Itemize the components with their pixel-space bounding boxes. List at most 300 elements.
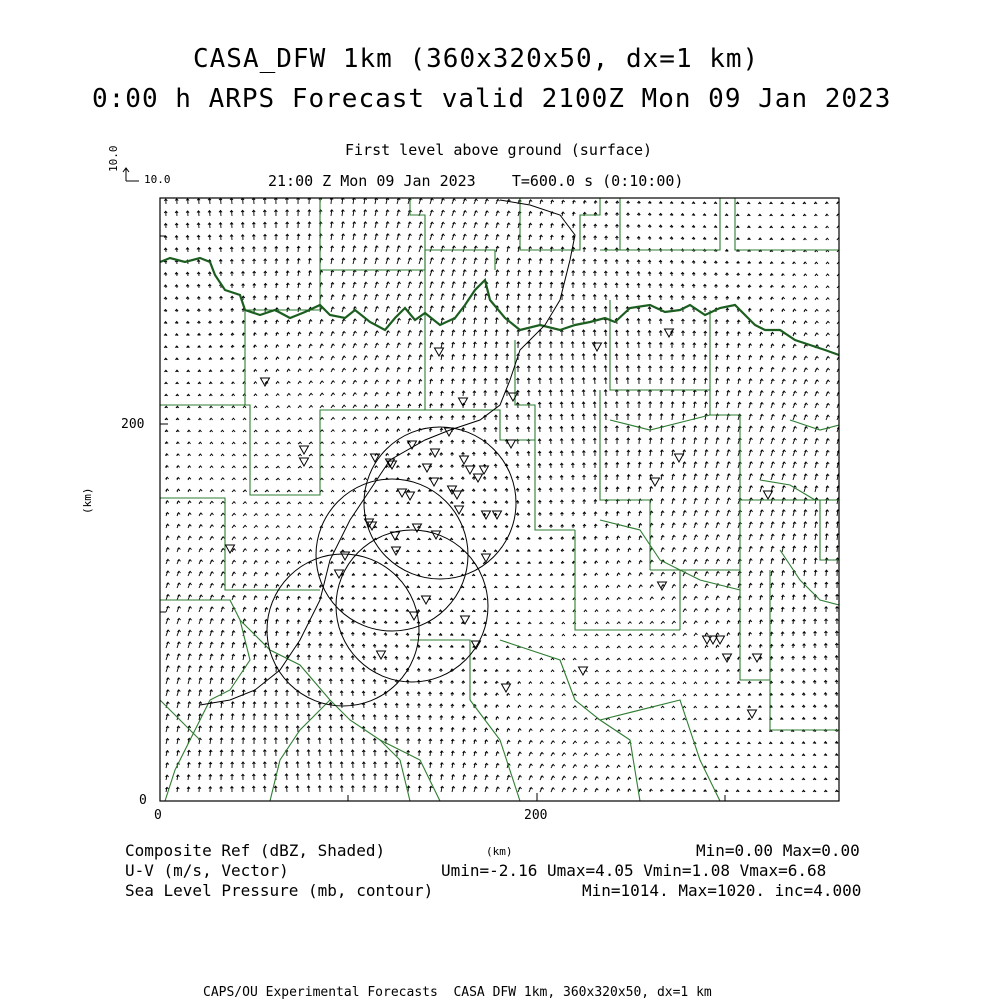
wind-vector bbox=[285, 738, 288, 744]
wind-vector bbox=[617, 694, 621, 696]
wind-vector bbox=[309, 332, 312, 336]
wind-vector bbox=[561, 561, 564, 564]
wind-vector bbox=[683, 670, 686, 672]
wind-vector bbox=[385, 514, 388, 516]
wind-vector bbox=[804, 368, 808, 372]
wind-vector bbox=[825, 570, 828, 576]
wind-vector bbox=[308, 644, 311, 649]
wind-vector bbox=[791, 766, 794, 768]
wind-vector bbox=[165, 382, 168, 384]
wind-vector bbox=[571, 378, 574, 384]
wind-vector bbox=[496, 717, 499, 720]
wind-vector bbox=[485, 763, 488, 768]
wind-vector bbox=[694, 402, 697, 408]
wind-vector bbox=[694, 682, 697, 684]
wind-vector bbox=[362, 750, 365, 756]
wind-vector bbox=[364, 282, 367, 288]
wind-vector bbox=[529, 776, 533, 780]
wind-vector bbox=[496, 294, 499, 300]
wind-vector bbox=[298, 406, 302, 408]
wind-vector bbox=[681, 319, 684, 324]
wind-vector bbox=[749, 414, 752, 420]
wind-vector bbox=[571, 390, 574, 396]
wind-vector bbox=[727, 402, 730, 408]
wind-vector bbox=[298, 550, 301, 553]
wind-vector bbox=[507, 729, 510, 733]
wind-vector bbox=[452, 234, 456, 240]
wind-vector bbox=[364, 198, 367, 204]
wind-vector bbox=[231, 358, 234, 361]
wind-vector bbox=[704, 790, 707, 792]
wind-vector bbox=[472, 610, 475, 612]
wind-vector bbox=[540, 670, 543, 672]
wind-vector bbox=[450, 610, 453, 612]
wind-vector bbox=[825, 202, 828, 204]
wind-vector bbox=[627, 426, 630, 432]
wind-vector bbox=[177, 560, 181, 565]
wind-vector bbox=[549, 513, 552, 517]
wind-vector bbox=[781, 226, 784, 228]
wind-vector bbox=[605, 224, 608, 228]
wind-vector bbox=[406, 610, 409, 612]
wind-vector bbox=[727, 620, 730, 624]
wind-vector bbox=[737, 682, 740, 684]
wind-vector bbox=[595, 610, 598, 612]
wind-vector bbox=[275, 631, 278, 636]
wind-vector bbox=[451, 440, 454, 444]
wind-vector bbox=[309, 526, 312, 528]
wind-vector bbox=[671, 343, 674, 348]
wind-vector bbox=[364, 368, 368, 372]
wind-vector bbox=[452, 306, 455, 312]
wind-vector bbox=[792, 619, 795, 624]
wind-vector bbox=[373, 691, 376, 696]
wind-vector bbox=[539, 550, 542, 553]
station-triangle-icon bbox=[480, 466, 489, 474]
wind-vector bbox=[593, 390, 596, 396]
wind-vector bbox=[737, 332, 740, 336]
wind-vector bbox=[166, 595, 170, 601]
wind-vector bbox=[331, 344, 335, 348]
wind-vector bbox=[186, 211, 189, 216]
wind-vector bbox=[726, 694, 729, 696]
wind-vector bbox=[583, 224, 586, 228]
wind-vector bbox=[275, 296, 278, 300]
wind-vector bbox=[781, 262, 784, 264]
wind-vector bbox=[584, 658, 587, 660]
wind-vector bbox=[693, 730, 696, 732]
wind-vector bbox=[462, 452, 465, 456]
wind-vector bbox=[538, 476, 541, 480]
wind-vector bbox=[164, 248, 167, 252]
wind-vector bbox=[187, 775, 190, 780]
wind-vector bbox=[747, 214, 750, 216]
wind-vector bbox=[628, 765, 631, 768]
wind-vector bbox=[562, 634, 565, 636]
wind-vector bbox=[804, 450, 808, 456]
wind-vector bbox=[727, 367, 730, 372]
wind-vector bbox=[364, 246, 367, 252]
wind-vector bbox=[231, 296, 234, 300]
wind-vector bbox=[397, 417, 400, 420]
wind-vector bbox=[639, 573, 642, 576]
wind-vector bbox=[748, 694, 751, 696]
wind-vector bbox=[736, 790, 739, 792]
wind-vector bbox=[221, 430, 224, 432]
wind-vector bbox=[231, 321, 234, 324]
wind-vector bbox=[528, 330, 531, 336]
wind-vector bbox=[705, 510, 709, 516]
wind-vector bbox=[243, 490, 247, 492]
wind-vector bbox=[340, 738, 343, 744]
wind-vector bbox=[672, 438, 675, 444]
wind-vector bbox=[771, 522, 774, 528]
wind-vector bbox=[506, 330, 509, 336]
wind-vector bbox=[452, 355, 455, 361]
wind-vector bbox=[583, 524, 586, 528]
wind-vector bbox=[331, 393, 335, 396]
wind-vector bbox=[439, 514, 442, 516]
wind-vector bbox=[529, 670, 532, 672]
wind-vector bbox=[276, 584, 279, 588]
wind-vector bbox=[659, 272, 662, 276]
wind-vector bbox=[440, 428, 443, 432]
wind-vector bbox=[429, 739, 432, 744]
wind-vector bbox=[835, 643, 838, 648]
wind-vector bbox=[693, 378, 696, 384]
wind-vector bbox=[496, 752, 499, 756]
wind-vector bbox=[639, 777, 642, 780]
wind-vector bbox=[736, 778, 739, 780]
wind-vector bbox=[177, 702, 180, 708]
wind-vector bbox=[330, 585, 333, 588]
wind-vector bbox=[694, 718, 697, 720]
wind-vector bbox=[220, 345, 223, 348]
wind-vector bbox=[737, 730, 740, 732]
wind-vector bbox=[540, 717, 543, 720]
wind-vector bbox=[494, 440, 497, 444]
wind-vector bbox=[320, 405, 324, 408]
wind-vector bbox=[672, 742, 675, 744]
wind-vector bbox=[274, 726, 277, 732]
wind-vector bbox=[716, 572, 720, 577]
wind-vector bbox=[331, 466, 334, 468]
wind-vector bbox=[661, 706, 664, 708]
wind-vector bbox=[254, 357, 257, 360]
wind-vector bbox=[793, 344, 796, 348]
station-triangle-icon bbox=[502, 684, 511, 692]
wind-vector bbox=[606, 622, 609, 624]
wind-vector bbox=[340, 691, 343, 696]
wind-vector bbox=[450, 538, 453, 540]
wind-vector bbox=[715, 778, 718, 780]
wind-vector bbox=[561, 512, 564, 516]
wind-vector bbox=[549, 354, 552, 360]
wind-vector bbox=[407, 466, 410, 469]
wind-vector bbox=[615, 414, 618, 420]
wind-vector bbox=[802, 754, 805, 756]
wind-vector bbox=[386, 405, 389, 409]
wind-vector bbox=[704, 331, 707, 336]
wind-vector bbox=[727, 645, 730, 648]
wind-vector bbox=[814, 202, 817, 204]
wind-vector bbox=[419, 404, 422, 408]
wind-vector bbox=[188, 690, 191, 696]
wind-vector bbox=[627, 201, 630, 204]
wind-vector bbox=[628, 511, 631, 516]
wind-vector bbox=[231, 714, 234, 720]
wind-vector bbox=[748, 285, 751, 288]
wind-vector bbox=[198, 787, 201, 792]
wind-vector bbox=[637, 366, 640, 372]
footer-credit: CAPS/OU Experimental Forecasts CASA DFW 1km, 360x320x50, dx=1 km bbox=[203, 985, 712, 1000]
station-triangle-icon bbox=[341, 552, 350, 560]
wind-vector bbox=[727, 571, 730, 576]
wind-vector bbox=[694, 438, 697, 444]
wind-vector bbox=[771, 321, 774, 324]
wind-vector bbox=[166, 738, 169, 744]
wind-vector bbox=[418, 751, 421, 756]
station-triangle-icon bbox=[509, 393, 518, 401]
wind-vector bbox=[473, 716, 476, 720]
wind-vector bbox=[683, 547, 687, 552]
wind-vector bbox=[826, 510, 829, 516]
wind-vector bbox=[595, 706, 599, 708]
wind-vector bbox=[595, 730, 599, 732]
wind-vector bbox=[252, 762, 255, 768]
wind-vector bbox=[276, 573, 279, 576]
wind-vector bbox=[826, 286, 829, 288]
wind-vector bbox=[386, 258, 390, 264]
wind-vector bbox=[606, 585, 609, 588]
wind-vector bbox=[516, 550, 519, 552]
wind-vector bbox=[430, 355, 433, 360]
wind-vector bbox=[166, 489, 169, 492]
wind-vector bbox=[538, 464, 541, 468]
wind-vector bbox=[814, 607, 817, 612]
wind-vector bbox=[749, 438, 753, 444]
wind-vector bbox=[792, 595, 795, 600]
wind-vector bbox=[198, 394, 201, 396]
wind-vector bbox=[583, 475, 586, 480]
wind-vector bbox=[815, 534, 818, 540]
wind-vector bbox=[386, 441, 389, 444]
wind-vector bbox=[198, 346, 201, 348]
wind-vector bbox=[826, 450, 829, 456]
wind-vector bbox=[593, 366, 596, 372]
wind-vector bbox=[494, 550, 497, 552]
wind-vector bbox=[298, 357, 301, 360]
wind-vector bbox=[517, 598, 520, 600]
wind-vector bbox=[318, 702, 321, 708]
wind-vector bbox=[439, 502, 442, 504]
wind-vector bbox=[265, 394, 268, 396]
wind-vector bbox=[276, 537, 279, 540]
wind-vector bbox=[561, 306, 564, 312]
wind-vector bbox=[672, 670, 675, 672]
wind-vector bbox=[309, 573, 312, 576]
wind-vector bbox=[551, 670, 554, 672]
legend-field1-name: Composite Ref (dBZ, Shaded) bbox=[125, 841, 386, 860]
wind-vector bbox=[626, 366, 629, 372]
wind-vector bbox=[793, 333, 796, 336]
wind-vector bbox=[593, 354, 596, 360]
wind-vector bbox=[252, 774, 255, 780]
wind-vector bbox=[693, 355, 696, 360]
wind-vector bbox=[683, 498, 686, 504]
wind-vector bbox=[495, 342, 498, 348]
wind-vector bbox=[606, 573, 609, 576]
wind-vector bbox=[527, 464, 530, 468]
wind-vector bbox=[175, 297, 178, 300]
wind-vector bbox=[694, 535, 698, 540]
wind-vector bbox=[815, 298, 818, 300]
wind-vector bbox=[617, 765, 620, 768]
wind-vector bbox=[771, 367, 774, 372]
wind-vector bbox=[704, 754, 707, 756]
wind-vector bbox=[373, 750, 376, 756]
wind-vector bbox=[737, 261, 740, 264]
wind-vector bbox=[627, 438, 630, 444]
wind-vector bbox=[682, 331, 685, 336]
wind-vector bbox=[760, 309, 763, 312]
wind-vector bbox=[725, 202, 728, 204]
wind-vector bbox=[342, 417, 346, 420]
wind-vector bbox=[340, 762, 343, 768]
wind-vector bbox=[703, 226, 706, 228]
wind-vector bbox=[276, 561, 279, 564]
wind-vector bbox=[329, 762, 332, 768]
wind-vector bbox=[771, 595, 774, 600]
wind-vector bbox=[164, 211, 167, 216]
wind-vector bbox=[341, 597, 344, 600]
wind-vector bbox=[670, 261, 673, 265]
wind-vector bbox=[617, 742, 620, 744]
wind-vector bbox=[209, 346, 212, 348]
wind-vector bbox=[199, 607, 203, 612]
wind-vector bbox=[177, 466, 180, 468]
wind-vector bbox=[341, 210, 344, 216]
wind-vector bbox=[803, 644, 806, 648]
wind-vector bbox=[551, 682, 554, 684]
wind-vector bbox=[562, 682, 565, 684]
station-triangle-icon bbox=[651, 478, 660, 486]
wind-vector bbox=[440, 692, 443, 696]
wind-vector bbox=[188, 525, 191, 529]
wind-vector bbox=[164, 224, 167, 229]
wind-vector bbox=[814, 214, 817, 216]
wind-vector bbox=[452, 294, 455, 300]
wind-vector bbox=[672, 572, 676, 576]
wind-vector bbox=[485, 270, 488, 276]
wind-vector bbox=[208, 297, 211, 300]
wind-vector bbox=[604, 366, 607, 372]
wind-vector bbox=[430, 306, 433, 312]
wind-vector bbox=[672, 730, 675, 732]
wind-vector bbox=[638, 475, 641, 481]
wind-vector bbox=[771, 426, 775, 432]
wind-vector bbox=[452, 258, 456, 264]
wind-vector bbox=[516, 452, 519, 456]
wind-vector bbox=[320, 562, 323, 565]
wind-vector bbox=[617, 622, 620, 624]
wind-vector bbox=[164, 322, 167, 324]
wind-vector bbox=[549, 500, 552, 504]
wind-vector bbox=[463, 246, 467, 252]
wind-vector bbox=[727, 559, 731, 564]
wind-vector bbox=[539, 610, 542, 612]
wind-vector bbox=[747, 742, 750, 744]
wind-vector bbox=[208, 235, 211, 240]
wind-vector bbox=[418, 514, 421, 516]
wind-vector bbox=[429, 453, 432, 456]
wind-vector bbox=[177, 513, 180, 516]
wind-vector bbox=[507, 294, 510, 300]
wind-vector bbox=[483, 538, 486, 540]
wind-vector bbox=[661, 682, 664, 684]
wind-vector bbox=[815, 321, 818, 324]
wind-vector bbox=[528, 634, 531, 636]
wind-vector bbox=[198, 418, 201, 420]
wind-vector bbox=[252, 786, 255, 792]
wind-vector bbox=[705, 438, 708, 444]
wind-vector bbox=[264, 690, 267, 696]
wind-vector bbox=[241, 247, 244, 252]
wind-vector bbox=[824, 668, 827, 672]
vector-ref-x-label: 10.0 bbox=[144, 173, 171, 186]
wind-vector bbox=[351, 750, 354, 756]
wind-vector bbox=[265, 514, 269, 516]
wind-vector bbox=[792, 607, 795, 612]
wind-vector bbox=[210, 714, 213, 720]
wind-vector bbox=[617, 561, 620, 564]
wind-vector bbox=[430, 786, 433, 792]
wind-vector bbox=[342, 393, 346, 396]
wind-vector bbox=[429, 428, 432, 432]
wind-vector bbox=[199, 489, 202, 492]
wind-vector bbox=[166, 726, 169, 732]
wind-vector bbox=[562, 610, 565, 612]
wind-vector bbox=[298, 283, 301, 288]
wind-vector bbox=[749, 596, 752, 601]
wind-vector bbox=[528, 586, 531, 588]
wind-vector bbox=[528, 562, 531, 564]
wind-vector bbox=[639, 524, 642, 529]
wind-vector bbox=[604, 402, 607, 408]
wind-vector bbox=[804, 438, 808, 444]
wind-vector bbox=[716, 682, 719, 684]
wind-vector bbox=[264, 234, 267, 240]
wind-vector bbox=[473, 693, 476, 696]
wind-vector bbox=[353, 466, 356, 468]
wind-vector bbox=[538, 525, 541, 528]
wind-vector bbox=[506, 586, 509, 588]
wind-vector bbox=[474, 294, 477, 300]
wind-vector bbox=[584, 730, 588, 733]
wind-vector bbox=[363, 597, 366, 600]
wind-vector bbox=[793, 427, 797, 433]
wind-vector bbox=[329, 738, 332, 744]
wind-vector bbox=[826, 310, 829, 313]
wind-vector bbox=[397, 306, 401, 312]
wind-vector bbox=[386, 392, 389, 396]
wind-vector bbox=[582, 451, 585, 456]
wind-vector bbox=[793, 510, 796, 516]
wind-vector bbox=[341, 585, 344, 588]
wind-vector bbox=[254, 525, 258, 528]
wind-vector bbox=[298, 478, 302, 480]
wind-vector bbox=[210, 454, 213, 456]
